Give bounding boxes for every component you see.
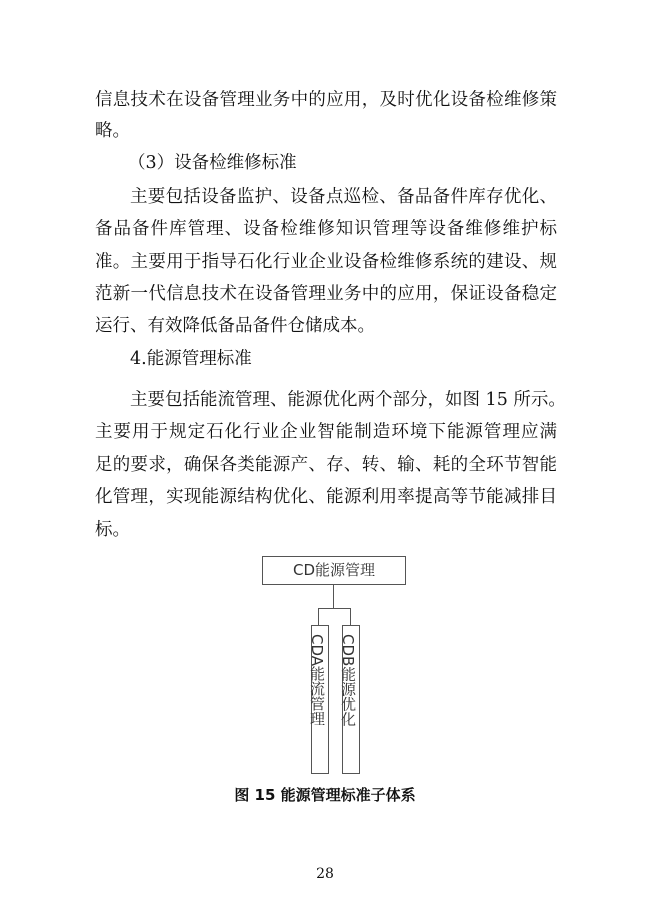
diagram-root-node: CD能源管理 bbox=[262, 556, 406, 585]
text-line: 略。 bbox=[95, 121, 130, 141]
connector-line bbox=[318, 608, 350, 609]
section-heading: （3）设备检维修标准 bbox=[128, 153, 297, 173]
connector-line bbox=[333, 584, 334, 608]
text-line: 主要包括能流管理、能源优化两个部分，如图 15 所示。 bbox=[130, 390, 566, 410]
text-line: 标。 bbox=[95, 520, 130, 540]
diagram-child-node: CDA能流管理 bbox=[311, 625, 329, 774]
connector-line bbox=[318, 608, 319, 625]
diagram-child-node: CDB能源优化 bbox=[342, 625, 360, 774]
text-line: 范新一代信息技术在设备管理业务中的应用，保证设备稳定 bbox=[95, 284, 557, 304]
page-number: 28 bbox=[316, 866, 334, 882]
text-line: 备品备件库管理、设备检维修知识管理等设备维修维护标 bbox=[95, 219, 557, 239]
text-line: 化管理，实现能源结构优化、能源利用率提高等节能减排目 bbox=[95, 487, 557, 507]
section-heading: 4.能源管理标准 bbox=[130, 349, 252, 369]
text-line: 运行、有效降低备品备件仓储成本。 bbox=[95, 316, 375, 336]
figure-caption: 图 15 能源管理标准子体系 bbox=[234, 786, 416, 804]
connector-line bbox=[350, 608, 351, 625]
text-line: 主要用于规定石化行业企业智能制造环境下能源管理应满 bbox=[95, 422, 557, 442]
text-line: 足的要求，确保各类能源产、存、转、输、耗的全环节智能 bbox=[95, 455, 557, 475]
text-line: 信息技术在设备管理业务中的应用，及时优化设备检维修策 bbox=[95, 90, 557, 110]
text-line: 主要包括设备监护、设备点巡检、备品备件库存优化、 bbox=[130, 187, 557, 207]
text-line: 准。主要用于指导石化行业企业设备检维修系统的建设、规 bbox=[95, 252, 557, 272]
